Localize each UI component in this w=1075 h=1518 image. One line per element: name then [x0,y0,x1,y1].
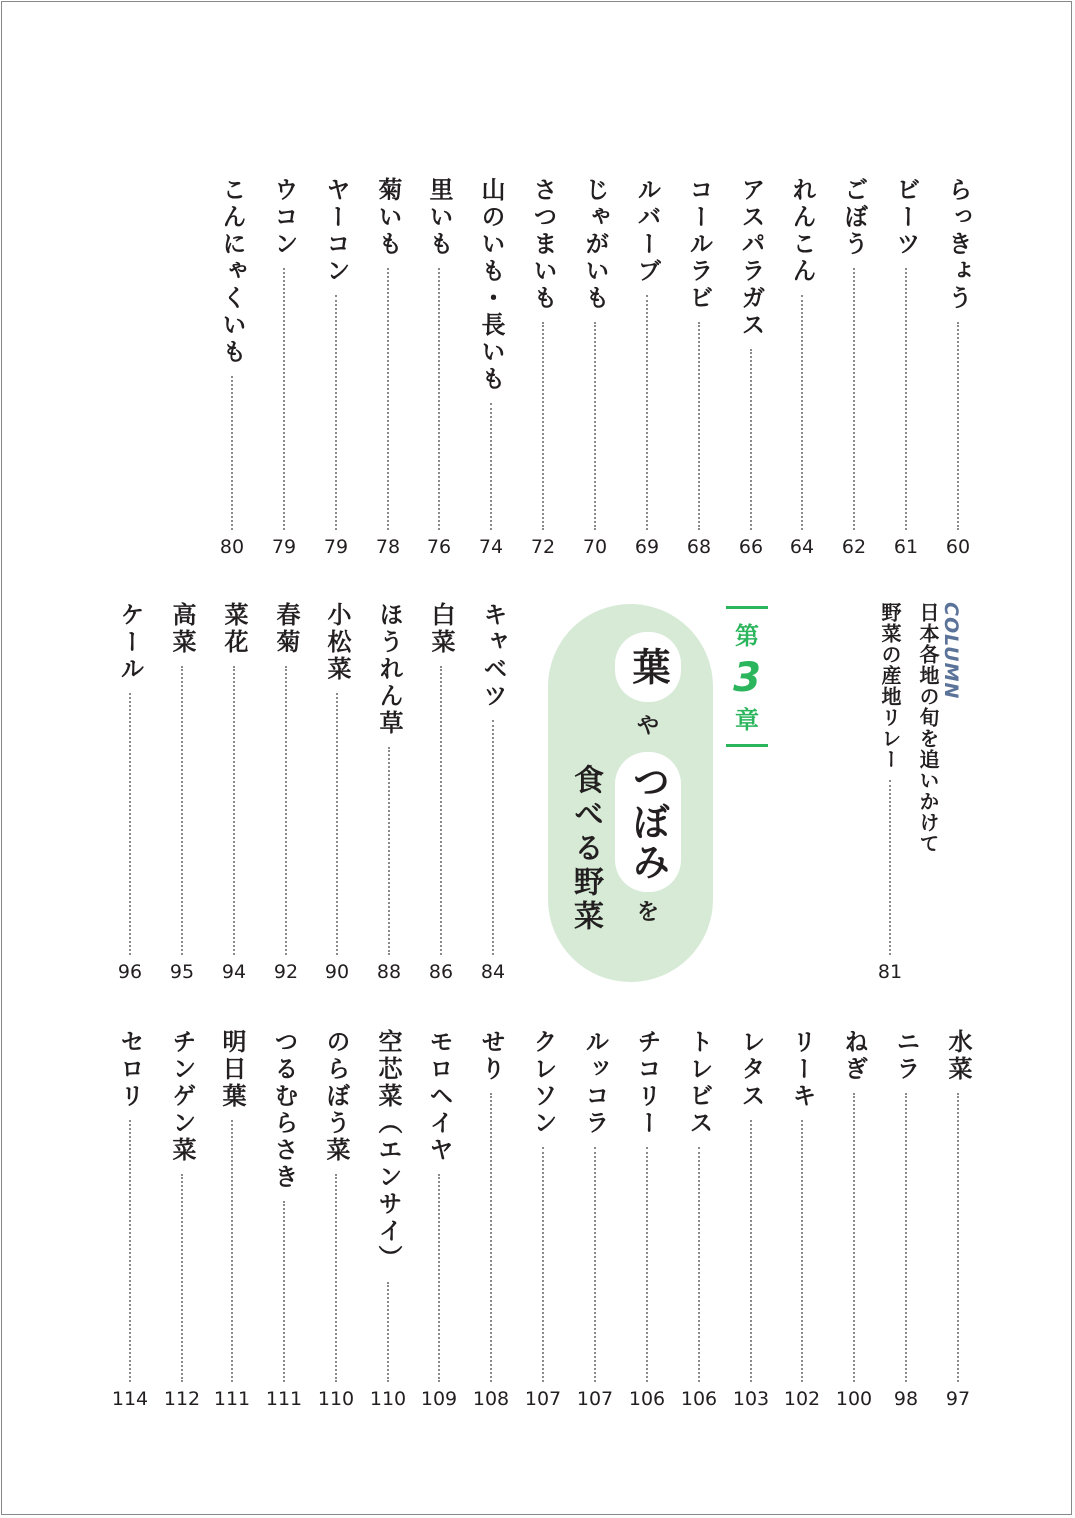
column-title-col-1 [908,602,948,982]
dot-leader [438,268,440,530]
chapter-rule-bottom [726,744,768,747]
entry-title: 白菜 [427,602,455,656]
entry-title: セロリ [116,1029,144,1110]
entry-title: ニラ [892,1029,920,1083]
toc-entry[interactable] [881,1029,931,1409]
chapter-subtitle: 食べる野菜 [568,764,603,934]
entry-page: 78 [375,536,401,558]
dot-leader [853,1093,855,1382]
toc-entry[interactable] [829,1029,879,1409]
chapter-number [722,602,772,752]
chapter-suffix: 章 [735,706,759,734]
entry-page: 80 [219,536,245,558]
entry-page: 76 [426,536,452,558]
toc-entry[interactable] [466,1029,516,1409]
dot-leader [388,747,390,955]
chapter-word1: 葉 [626,647,670,687]
entry-title: 空芯菜（エンサイ） [374,1029,402,1272]
entry-page: 111 [265,1388,303,1410]
dot-leader [335,1174,337,1382]
entry-title: ほうれん草 [375,602,403,737]
entry-page: 62 [841,536,867,558]
entry-title: チコリー [633,1029,661,1137]
dot-leader [889,780,891,955]
toc-entry[interactable] [622,177,672,557]
toc-entry[interactable] [466,177,516,557]
entry-page: 69 [634,536,660,558]
dot-leader [181,1174,183,1382]
dot-leader [750,349,752,530]
toc-entry[interactable] [157,602,207,982]
entry-title: ウコン [270,177,298,258]
dot-leader [594,322,596,530]
entry-title: コールラビ [685,177,713,312]
toc-entry[interactable] [726,177,776,557]
entry-page: 112 [163,1388,201,1410]
entry-title: クレソン [529,1029,557,1137]
toc-entry[interactable] [261,602,311,982]
chapter-word2-circle [615,752,681,892]
entry-page: 68 [686,536,712,558]
entry-title: せり [477,1029,505,1083]
entry-page: 106 [628,1388,666,1410]
dot-leader [231,376,233,530]
entry-page: 88 [376,961,402,983]
entry-page: 110 [369,1388,407,1410]
dot-leader [801,1120,803,1382]
dot-leader [957,322,959,530]
entry-page: 86 [428,961,454,983]
dot-leader [387,268,389,530]
entry-title: 菜花 [220,602,248,656]
entry-title: こんにゃくいも [218,177,246,366]
dot-leader [283,1201,285,1382]
entry-page: 60 [945,536,971,558]
entry-page: 98 [893,1388,919,1410]
entry-page: 108 [472,1388,510,1410]
toc-entry[interactable] [777,177,827,557]
toc-entry[interactable] [311,1029,361,1409]
entry-page: 110 [317,1388,355,1410]
dot-leader [905,268,907,530]
toc-entry[interactable] [518,177,568,557]
dot-leader [181,666,183,955]
entry-title: 菊いも [374,177,402,258]
dot-leader [853,268,855,530]
dot-leader [542,1147,544,1382]
toc-entry[interactable] [414,1029,464,1409]
entry-page: 107 [524,1388,562,1410]
toc-entry[interactable] [157,1029,207,1409]
entry-title: ルッコラ [581,1029,609,1137]
entry-title: モロヘイヤ [425,1029,453,1164]
dot-leader [646,295,648,530]
entry-page: 72 [530,536,556,558]
toc-entry[interactable] [468,602,518,982]
entry-title: れんこん [788,177,816,285]
entry-title: のらぼう菜 [322,1029,350,1164]
chapter-num: 3 [733,655,761,701]
toc-page [1,1,1072,1515]
chapter-title-pill [548,604,713,982]
entry-page: 61 [893,536,919,558]
dot-leader [283,268,285,530]
toc-entry[interactable] [209,602,259,982]
chapter-particle1: や [637,714,660,739]
chapter-particle2: を [637,900,660,925]
entry-page: 114 [111,1388,149,1410]
dot-leader [698,1147,700,1382]
entry-page: 109 [420,1388,458,1410]
entry-page: 111 [213,1388,251,1410]
dot-leader [440,666,442,955]
dot-leader [387,1282,389,1382]
toc-entry[interactable] [259,177,309,557]
entry-title: ごぼう [840,177,868,258]
toc-entry[interactable] [363,1029,413,1409]
dot-leader [492,720,494,955]
entry-page: 94 [221,961,247,983]
dot-leader [335,295,337,530]
entry-title: トレビス [685,1029,713,1137]
entry-page: 92 [273,961,299,983]
column-title-line2: 野菜の産地リレー [878,602,902,770]
dot-leader [905,1093,907,1382]
entry-page: 81 [877,961,903,983]
toc-entry[interactable] [622,1029,672,1409]
entry-title: ビーツ [892,177,920,258]
dot-leader [490,403,492,530]
column-title-line1: 日本各地の旬を追いかけて [916,602,940,854]
chapter-word2: つぼみ [626,762,670,882]
dot-leader [129,1120,131,1382]
toc-entry[interactable] [364,602,414,982]
entry-title: じゃがいも [581,177,609,312]
entry-title: ヤーコン [322,177,350,285]
entry-page: 95 [169,961,195,983]
toc-entry[interactable] [933,1029,983,1409]
entry-page: 107 [576,1388,614,1410]
entry-title: ルバーブ [633,177,661,285]
entry-title: キャベツ [479,602,507,710]
entry-page: 74 [478,536,504,558]
toc-entry[interactable] [414,177,464,557]
toc-entry[interactable] [312,602,362,982]
entry-page: 106 [680,1388,718,1410]
entry-title: アスパラガス [737,177,765,339]
entry-title: チンゲン菜 [168,1029,196,1164]
entry-page: 100 [835,1388,873,1410]
entry-page: 102 [783,1388,821,1410]
chapter-word1-circle [615,632,681,702]
entry-page: 64 [789,536,815,558]
toc-entry[interactable] [570,1029,620,1409]
chapter-prefix: 第 [735,622,759,650]
dot-leader [698,322,700,530]
dot-leader [646,1147,648,1382]
entry-page: 84 [480,961,506,983]
dot-leader [233,666,235,955]
entry-page: 79 [271,536,297,558]
column-title-col-2 [870,602,910,982]
entry-title: リーキ [788,1029,816,1110]
entry-title: ケール [116,602,144,683]
toc-entry[interactable] [726,1029,776,1409]
entry-title: 里いも [425,177,453,258]
dot-leader [750,1120,752,1382]
dot-leader [231,1120,233,1382]
entry-title: つるむらさき [270,1029,298,1191]
chapter-rule-top [726,606,768,609]
entry-page: 97 [945,1388,971,1410]
toc-entry[interactable] [829,177,879,557]
entry-title: 春菊 [272,602,300,656]
toc-entry[interactable] [207,177,257,557]
toc-entry[interactable] [674,1029,724,1409]
dot-leader [490,1093,492,1382]
entry-title: 山のいも・長いも [477,177,505,393]
entry-title: ねぎ [840,1029,868,1083]
entry-title: レタス [737,1029,765,1110]
toc-entry[interactable] [881,177,931,557]
toc-entry[interactable] [363,177,413,557]
toc-entry[interactable] [933,177,983,557]
dot-leader [801,295,803,530]
dot-leader [542,322,544,530]
toc-entry[interactable] [105,602,155,982]
column-note[interactable] [864,602,974,982]
toc-entry[interactable] [105,1029,155,1409]
entry-page: 103 [732,1388,770,1410]
toc-entry[interactable] [416,602,466,982]
entry-page: 90 [324,961,350,983]
dot-leader [285,666,287,955]
dot-leader [336,693,338,955]
column-label: COLUMN [940,602,962,700]
entry-title: 明日葉 [218,1029,246,1110]
entry-title: 高菜 [168,602,196,656]
entry-page: 96 [117,961,143,983]
entry-page: 66 [738,536,764,558]
entry-title: さつまいも [529,177,557,312]
dot-leader [957,1093,959,1382]
dot-leader [438,1174,440,1382]
dot-leader [129,693,131,955]
toc-entry[interactable] [674,177,724,557]
toc-entry[interactable] [207,1029,257,1409]
toc-entry[interactable] [570,177,620,557]
entry-title: 小松菜 [323,602,351,683]
toc-entry[interactable] [311,177,361,557]
entry-page: 79 [323,536,349,558]
toc-entry[interactable] [518,1029,568,1409]
entry-page: 70 [582,536,608,558]
toc-entry[interactable] [259,1029,309,1409]
dot-leader [594,1147,596,1382]
entry-title: らっきょう [944,177,972,312]
toc-entry[interactable] [777,1029,827,1409]
entry-title: 水菜 [944,1029,972,1083]
